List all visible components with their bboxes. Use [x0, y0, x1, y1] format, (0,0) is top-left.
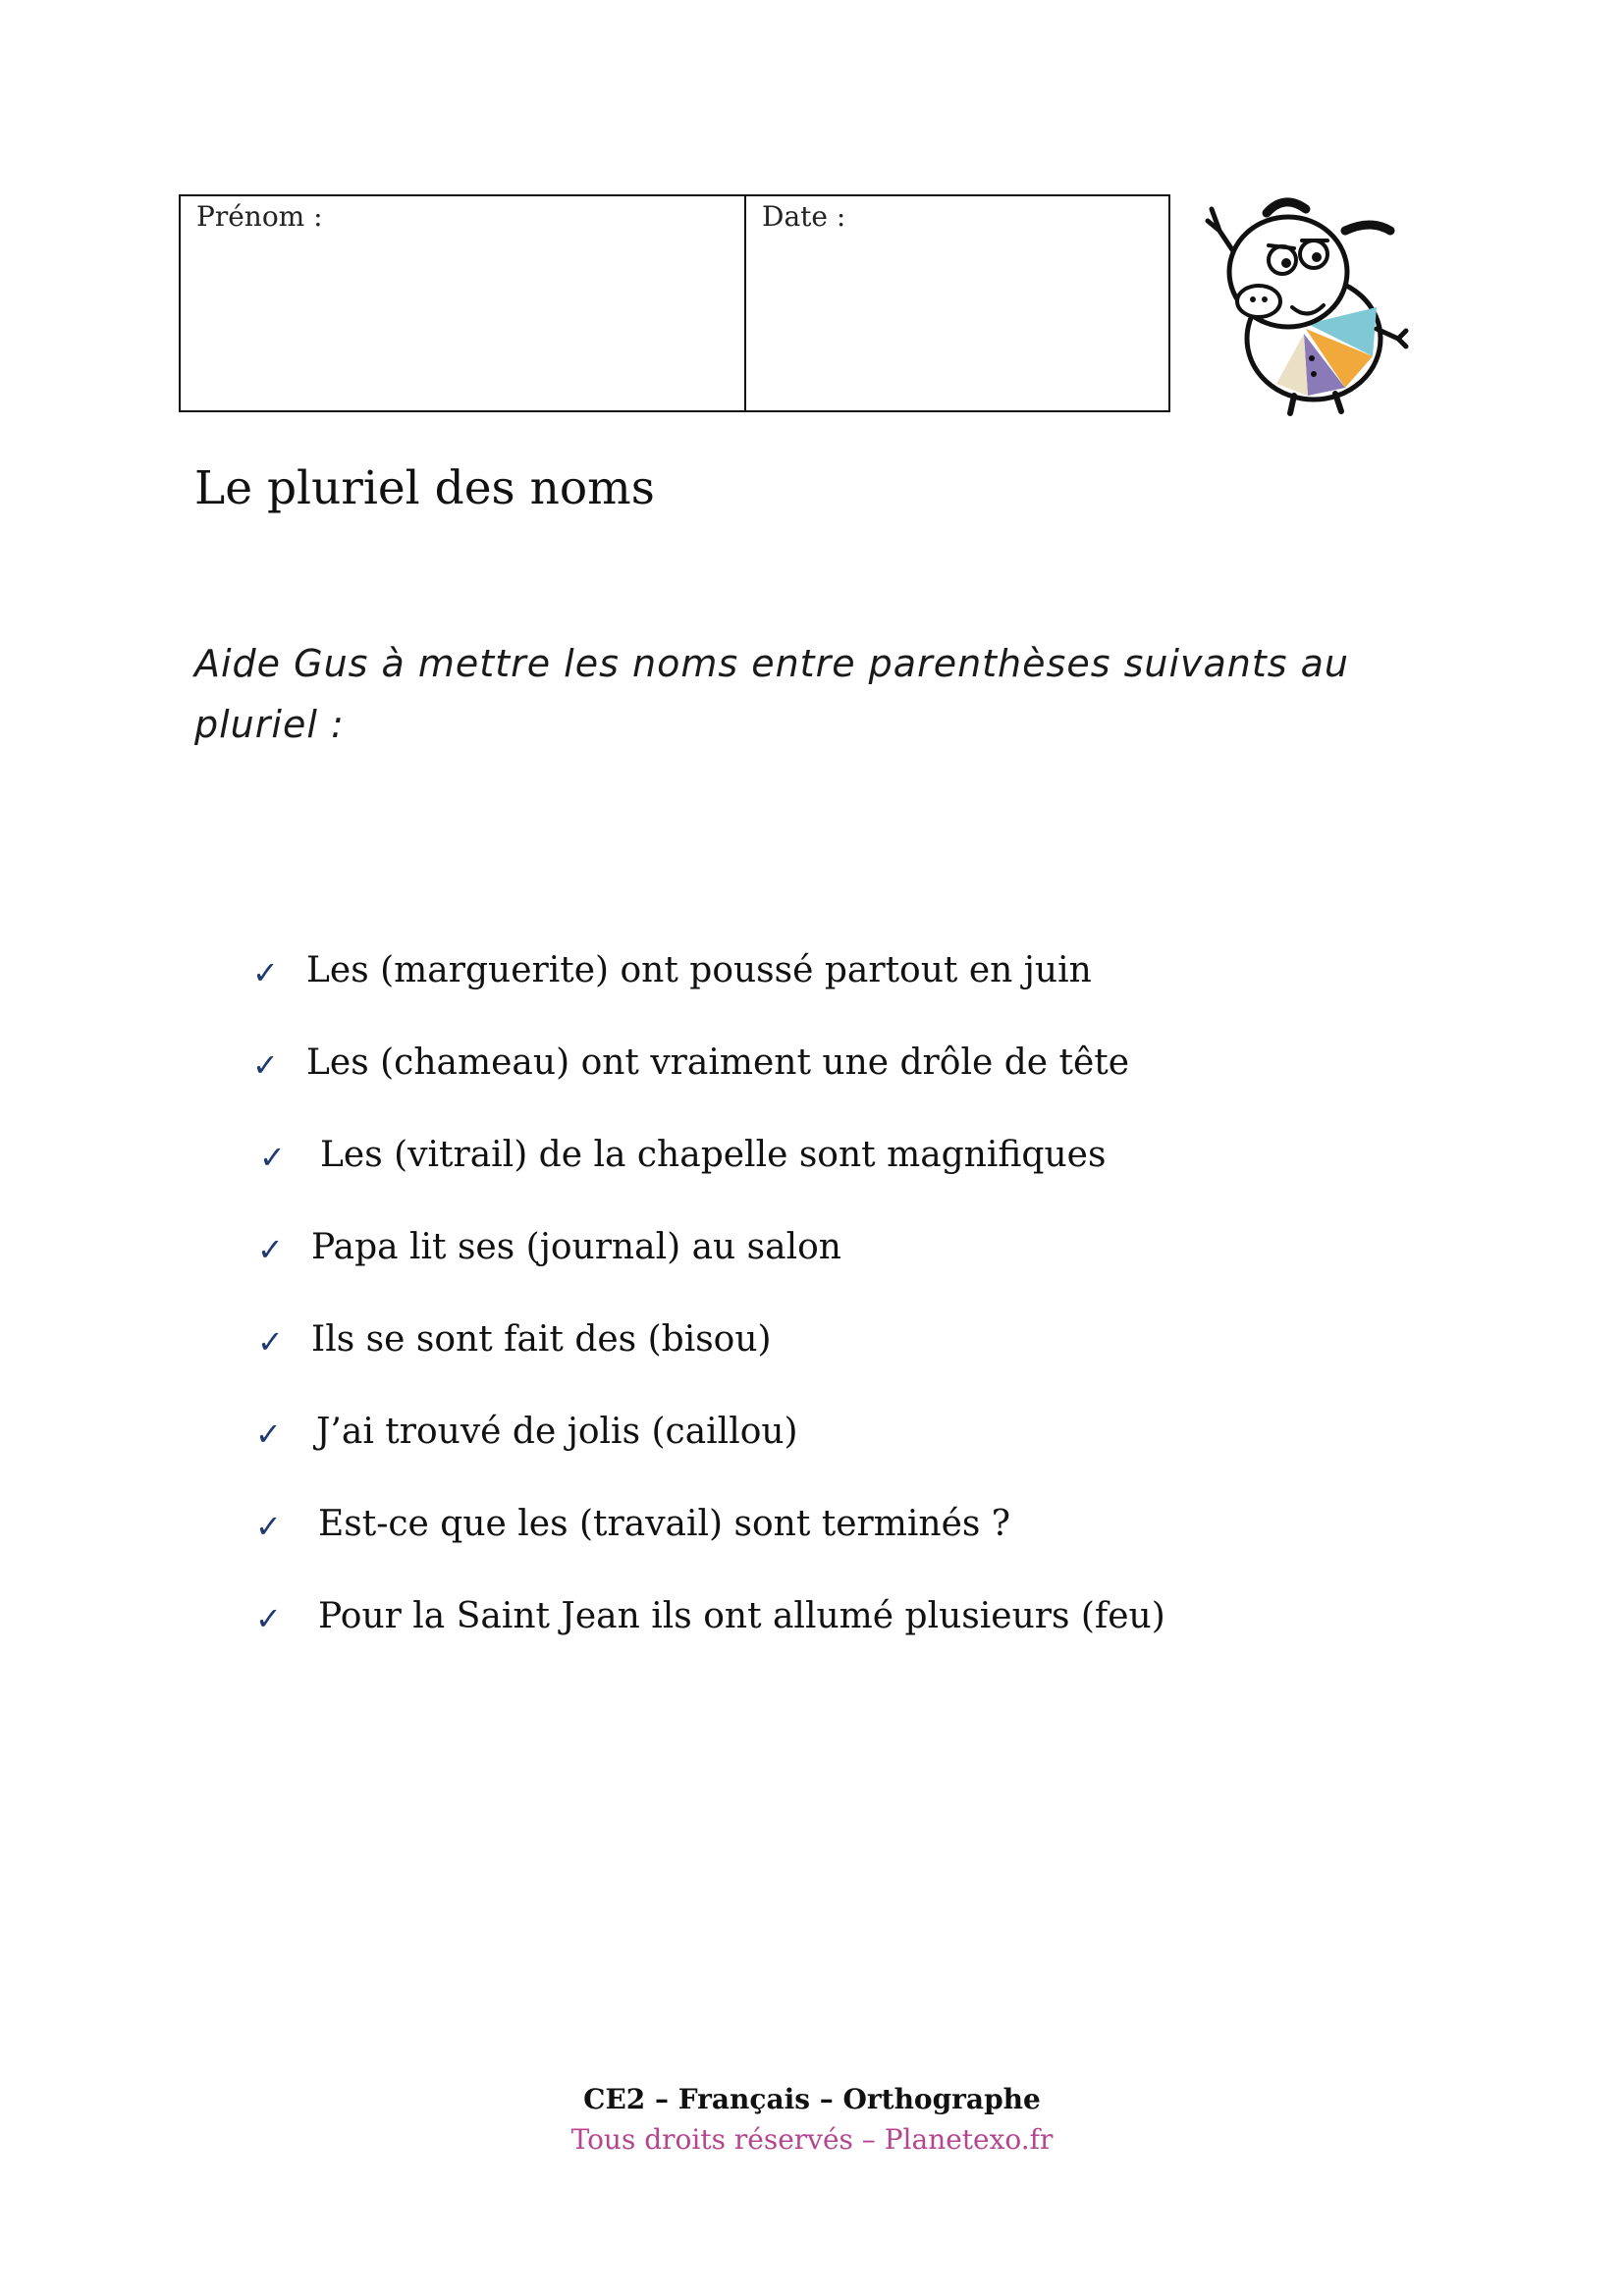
- checkmark-icon: ✓: [257, 1231, 284, 1268]
- exercise-item: [252, 1042, 1130, 1084]
- checkmark-icon: ✓: [252, 954, 279, 991]
- name-label: Prénom :: [196, 200, 323, 233]
- exercise-sentence: Est-ce que les (travail) sont terminés ?: [318, 1504, 1011, 1544]
- exercise-item: [252, 950, 1092, 991]
- exercise-instruction: Aide Gus à mettre les noms entre parenthèses suivants au pluriel :: [194, 642, 1350, 746]
- checkmark-icon: ✓: [255, 1600, 282, 1637]
- checkmark-icon: ✓: [259, 1139, 286, 1176]
- exercise-item: [255, 1412, 798, 1453]
- identity-box: [179, 194, 1170, 412]
- footer-subject: CE2 – Français – Orthographe: [583, 2083, 1041, 2115]
- exercise-sentence: Papa lit ses (journal) au salon: [311, 1227, 841, 1267]
- exercise-item: [257, 1227, 841, 1268]
- checkmark-icon: ✓: [255, 1508, 282, 1545]
- exercise-item: [259, 1135, 1107, 1176]
- footer-copyright: Tous droits réservés – Planetexo.fr: [570, 2123, 1054, 2156]
- checkmark-icon: ✓: [255, 1415, 282, 1453]
- exercise-sentence: J’ai trouvé de jolis (caillou): [316, 1412, 798, 1452]
- gus-mascot-illustration: [1198, 191, 1414, 417]
- exercise-item: [257, 1319, 772, 1361]
- date-field[interactable]: [746, 196, 1168, 410]
- exercise-sentence: Les (marguerite) ont poussé partout en juin: [306, 950, 1092, 990]
- date-label: Date :: [762, 200, 846, 233]
- checkmark-icon: ✓: [252, 1046, 279, 1084]
- exercise-sentence: Les (chameau) ont vraiment une drôle de tête: [306, 1042, 1130, 1083]
- page-title: Le pluriel des noms: [194, 461, 655, 515]
- exercise-item: [255, 1504, 1011, 1545]
- checkmark-icon: ✓: [257, 1323, 284, 1361]
- exercise-sentence: Ils se sont fait des (bisou): [311, 1319, 772, 1360]
- exercise-sentence: Pour la Saint Jean ils ont allumé plusieurs (feu): [318, 1596, 1165, 1636]
- exercise-sentence: Les (vitrail) de la chapelle sont magnifiques: [320, 1135, 1107, 1175]
- name-field[interactable]: [181, 196, 746, 410]
- exercise-item: [255, 1596, 1165, 1637]
